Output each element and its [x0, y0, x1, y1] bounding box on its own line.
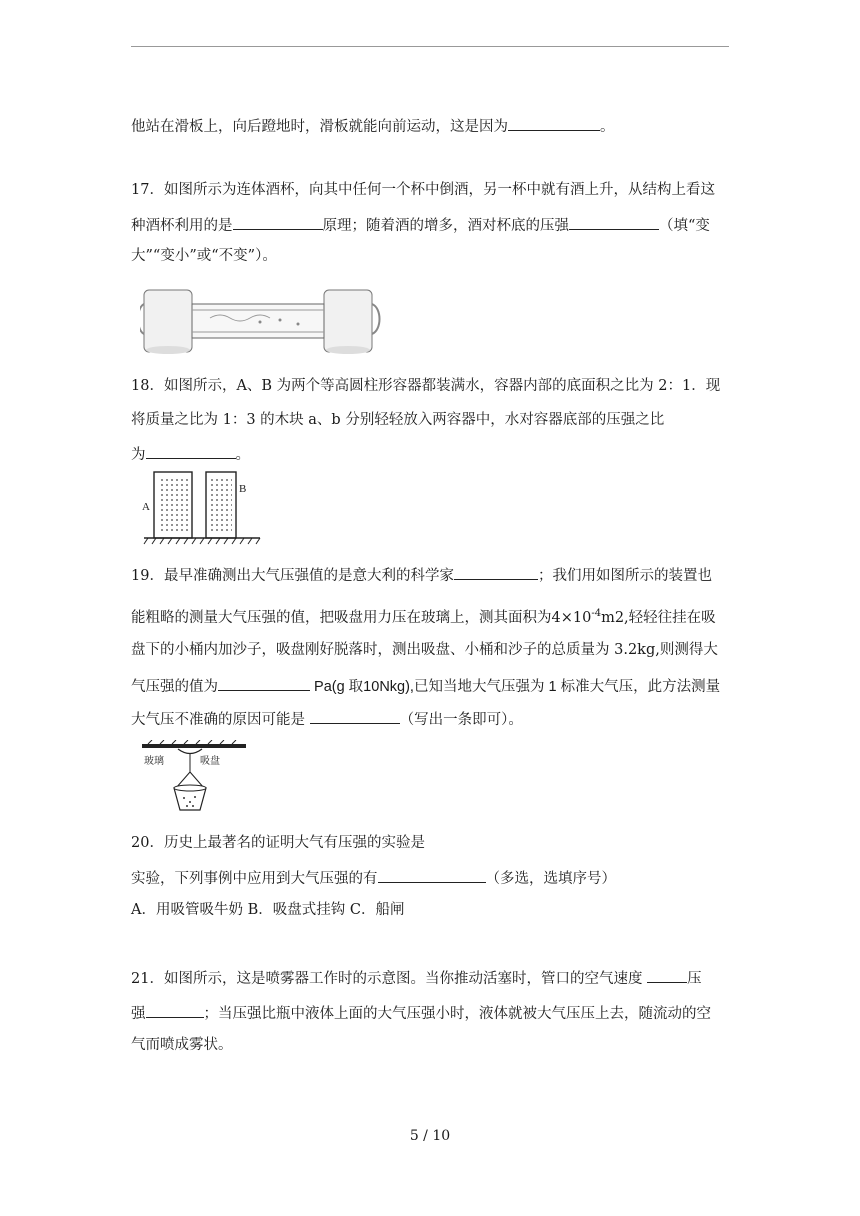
- suction-cup-figure: [140, 740, 248, 816]
- q21-line-2: 强 ；当压强比瓶中液体上面的大气压强小时，液体就被大气压压上去，随流动的空: [131, 1001, 711, 1024]
- q18-line-3: 为 。: [131, 442, 250, 465]
- q17-blank-2[interactable]: [569, 213, 659, 230]
- q18-line-2: 将质量之比为 1：3 的木块 a、b 分别轻轻放入两容器中，水对容器底部的压强之比: [131, 412, 665, 428]
- q21-blank-1[interactable]: [647, 966, 687, 983]
- q16-line: 他站在滑板上，向后蹬地时，滑板就能向前运动，这是因为 。: [131, 114, 615, 137]
- q17-line-3: 大”“变小”或“不变”）。: [131, 248, 277, 264]
- q19-blank-3[interactable]: [310, 707, 400, 724]
- q20-answer-blank[interactable]: [378, 866, 486, 883]
- q20-line-2: 实验，下列事例中应用到大气压强的有 （多选，选填序号）: [131, 866, 616, 889]
- q21-line-3: 气而喷成雾状。: [131, 1037, 233, 1053]
- connected-wine-cups-figure: [140, 282, 386, 356]
- label-b: B: [239, 483, 247, 495]
- page-number: 5 / 10: [409, 1128, 451, 1144]
- q19-line-2: 能粗略的测量大气压强的值，把吸盘用力压在玻璃上，测其面积为$4\times 10^{-4}m2$,轻轻往挂在吸: [131, 608, 716, 626]
- q19-line-1: 19．最早准确测出大气压强值的是意大利的科学家 ；我们用如图所示的装置也: [131, 563, 712, 586]
- q17-blank-1[interactable]: [233, 213, 323, 230]
- q18-answer-blank[interactable]: [146, 442, 236, 459]
- label-a: A: [142, 501, 150, 513]
- q17-line-1: 17．如图所示为连体酒杯，向其中任何一个杯中倒酒，另一杯中就有酒上升，从结构上看这: [131, 182, 715, 198]
- q20-line-3: A．用吸管吸牛奶 B．吸盘式挂钩 C．船闸: [131, 902, 405, 918]
- q19-line-5: 大气压不准确的原因可能是 （写出一条即可）。: [131, 707, 523, 730]
- q16-answer-blank[interactable]: [508, 114, 600, 131]
- q20-line-1: 20．历史上最著名的证明大气有压强的实验是: [131, 835, 425, 851]
- q19-blank-2[interactable]: [218, 674, 310, 691]
- q19-line-3: 盘下的小桶内加沙子，吸盘刚好脱落时，测出吸盘、小桶和沙子的总质量为 3.2kg,则测得大: [131, 642, 718, 658]
- q19-blank-1[interactable]: [454, 563, 538, 580]
- header-rule: [131, 46, 729, 47]
- q21-blank-2[interactable]: [146, 1001, 204, 1018]
- label-glass: 玻璃: [144, 756, 164, 767]
- containers-ab-figure: [140, 468, 264, 548]
- label-suction-cup: 吸盘: [200, 756, 220, 767]
- q18-line-1: 18．如图所示，A、B 为两个等高圆柱形容器都装满水，容器内部的底面积之比为 2：1．现: [131, 378, 721, 394]
- q19-line-4: 气压强的值为 Pa(g 取10Nkg),已知当地大气压强为 1 标准大气压，此方法测量: [131, 674, 720, 697]
- q21-line-1: 21．如图所示，这是喷雾器工作时的示意图。当你推动活塞时，管口的空气速度 压: [131, 966, 702, 989]
- q17-line-2: 种酒杯利用的是 原理；随着酒的增多，酒对杯底的压强 （填“变: [131, 213, 710, 236]
